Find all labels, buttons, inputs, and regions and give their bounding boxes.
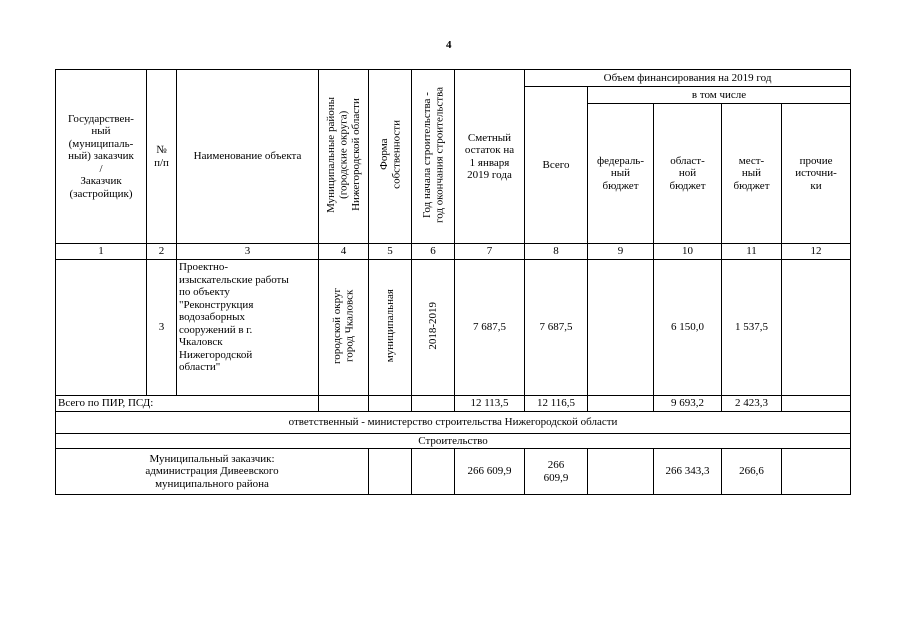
- column-number: 12: [782, 244, 851, 260]
- project-customer: [56, 260, 147, 396]
- table-row-construction: [56, 449, 851, 495]
- column-number: 8: [525, 244, 588, 260]
- column-number: 3: [177, 244, 319, 260]
- financing-table: [55, 69, 851, 495]
- pir-total-other: [782, 396, 851, 412]
- pir-total-regional: 9 693,2: [654, 396, 722, 412]
- project-federal: [588, 260, 654, 396]
- construction-local: 266,6: [722, 449, 782, 495]
- header-local: мест- ный бюджет: [722, 104, 782, 244]
- project-local: 1 537,5: [722, 260, 782, 396]
- table-row-section: [56, 433, 851, 449]
- project-district-cell: [319, 260, 369, 396]
- construction-customer: Муниципальный заказчик: администрация Дивеевского муниципального района: [56, 449, 369, 495]
- header-ownership-cell: [369, 70, 412, 244]
- header-customer: Государствен- ный (муниципаль- ный) заказчик / Заказчик (застройщик): [56, 70, 147, 244]
- header-federal: федераль- ный бюджет: [588, 104, 654, 244]
- header-districts: Муниципальные районы (городские округа) Нижегородской области: [324, 96, 362, 213]
- header-including: в том числе: [588, 87, 851, 104]
- pir-total-label: Всего по ПИР, ПСД:: [56, 396, 319, 412]
- project-object-name: Проектно- изыскательские работы по объекту "Реконструкция водозаборных сооружений в г. Чкаловск Нижегородской области": [177, 260, 319, 396]
- project-total: 7 687,5: [525, 260, 588, 396]
- header-estimate-balance: Сметный остаток на 1 января 2019 года: [455, 70, 525, 244]
- header-financing: Объем финансирования на 2019 год: [525, 70, 851, 87]
- page-number: 4: [446, 39, 452, 51]
- project-years: 2018-2019: [426, 301, 439, 350]
- header-years-cell: [412, 70, 455, 244]
- column-numbers-row: [56, 244, 851, 260]
- construction-ownership: [369, 449, 412, 495]
- column-number: 6: [412, 244, 455, 260]
- header-years: Год начала строительства - год окончания строительства: [420, 86, 445, 223]
- header-num: № п/п: [147, 70, 177, 244]
- header-total: Всего: [525, 87, 588, 244]
- pir-total-federal: [588, 396, 654, 412]
- section-title: Строительство: [56, 433, 851, 449]
- pir-total-empty: [319, 396, 369, 412]
- construction-estimate-balance: 266 609,9: [455, 449, 525, 495]
- pir-total-empty: [412, 396, 455, 412]
- header-regional: област- ной бюджет: [654, 104, 722, 244]
- column-number: 1: [56, 244, 147, 260]
- pir-total-empty: [369, 396, 412, 412]
- pir-total-total: 12 116,5: [525, 396, 588, 412]
- responsible-line: ответственный - министерство строительства Нижегородской области: [56, 411, 851, 433]
- header-ownership: Форма собственности: [377, 120, 402, 190]
- construction-federal: [588, 449, 654, 495]
- column-number: 11: [722, 244, 782, 260]
- project-ownership-cell: [369, 260, 412, 396]
- construction-years: [412, 449, 455, 495]
- header-districts-cell: [319, 70, 369, 244]
- project-years-cell: [412, 260, 455, 396]
- pir-total-local: 2 423,3: [722, 396, 782, 412]
- construction-other: [782, 449, 851, 495]
- construction-total: 266 609,9: [525, 449, 588, 495]
- column-number: 10: [654, 244, 722, 260]
- header-row-1: [56, 70, 851, 87]
- column-number: 7: [455, 244, 525, 260]
- table-row-project: [56, 260, 851, 396]
- project-other: [782, 260, 851, 396]
- table-row-responsible: [56, 411, 851, 433]
- column-number: 4: [319, 244, 369, 260]
- construction-regional: 266 343,3: [654, 449, 722, 495]
- project-ownership: муниципальная: [383, 289, 396, 363]
- project-regional: 6 150,0: [654, 260, 722, 396]
- pir-total-estimate-balance: 12 113,5: [455, 396, 525, 412]
- project-num: 3: [147, 260, 177, 396]
- table-row-pir-total: [56, 396, 851, 412]
- project-estimate-balance: 7 687,5: [455, 260, 525, 396]
- header-other: прочие источни- ки: [782, 104, 851, 244]
- project-district: городской округ город Чкаловск: [331, 287, 356, 364]
- column-number: 5: [369, 244, 412, 260]
- column-number: 9: [588, 244, 654, 260]
- column-number: 2: [147, 244, 177, 260]
- header-object-name: Наименование объекта: [177, 70, 319, 244]
